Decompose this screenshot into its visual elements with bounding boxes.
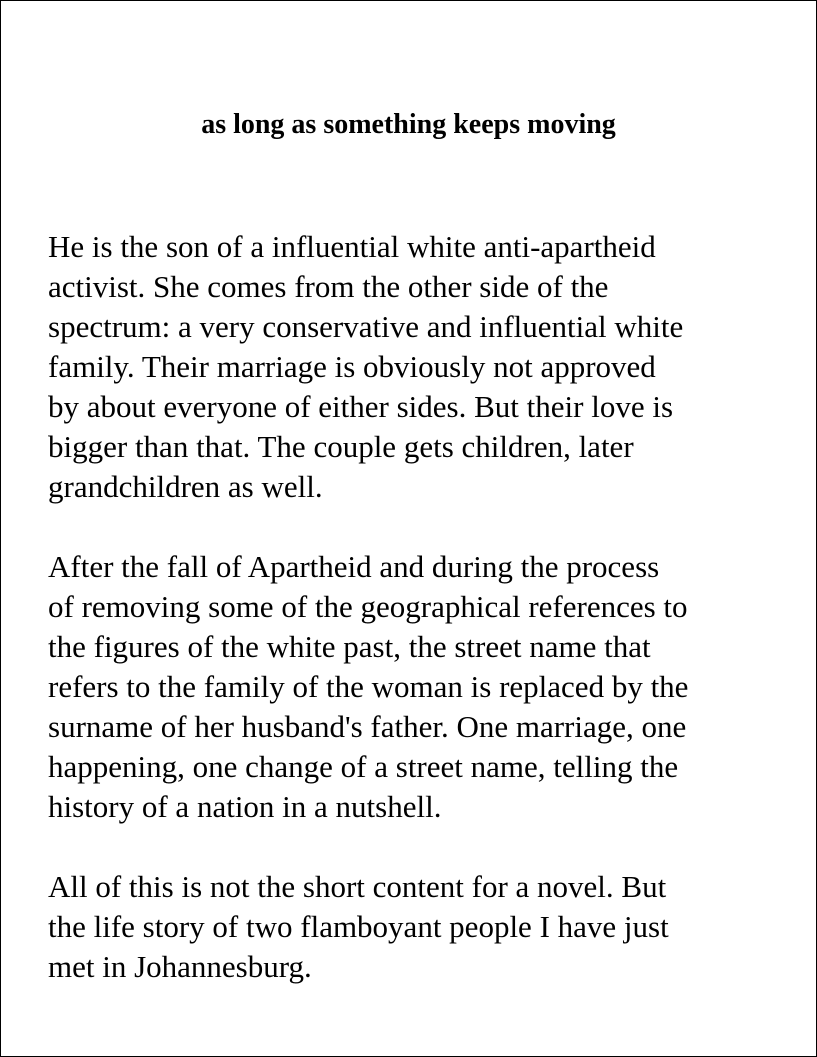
text-line: After the fall of Apartheid and during the process <box>48 549 660 584</box>
paragraph-2 <box>48 547 788 827</box>
document-body <box>48 227 788 1027</box>
text-line: surname of her husband's father. One marriage, one <box>48 709 687 744</box>
text-line: the life story of two flamboyant people I have just <box>48 909 669 944</box>
text-line: grandchildren as well. <box>48 469 323 504</box>
text-line: family. Their marriage is obviously not approved <box>48 349 656 384</box>
text-line: bigger than that. The couple gets children, later <box>48 429 634 464</box>
document-title: as long as something keeps moving <box>201 109 616 140</box>
text-line: the figures of the white past, the street name that <box>48 629 651 664</box>
text-line: All of this is not the short content for a novel. But <box>48 869 667 904</box>
paragraph-3 <box>48 867 788 987</box>
text-line: He is the son of a influential white anti-apartheid <box>48 229 656 264</box>
paragraph-1 <box>48 227 788 507</box>
text-line: history of a nation in a nutshell. <box>48 789 442 824</box>
text-line: by about everyone of either sides. But their love is <box>48 389 674 424</box>
text-line: happening, one change of a street name, telling the <box>48 749 679 784</box>
text-line: activist. She comes from the other side of the <box>48 269 609 304</box>
text-line: met in Johannesburg. <box>48 949 312 984</box>
text-line: of removing some of the geographical references to <box>48 589 688 624</box>
text-line: refers to the family of the woman is replaced by the <box>48 669 689 704</box>
text-line: spectrum: a very conservative and influential white <box>48 309 684 344</box>
